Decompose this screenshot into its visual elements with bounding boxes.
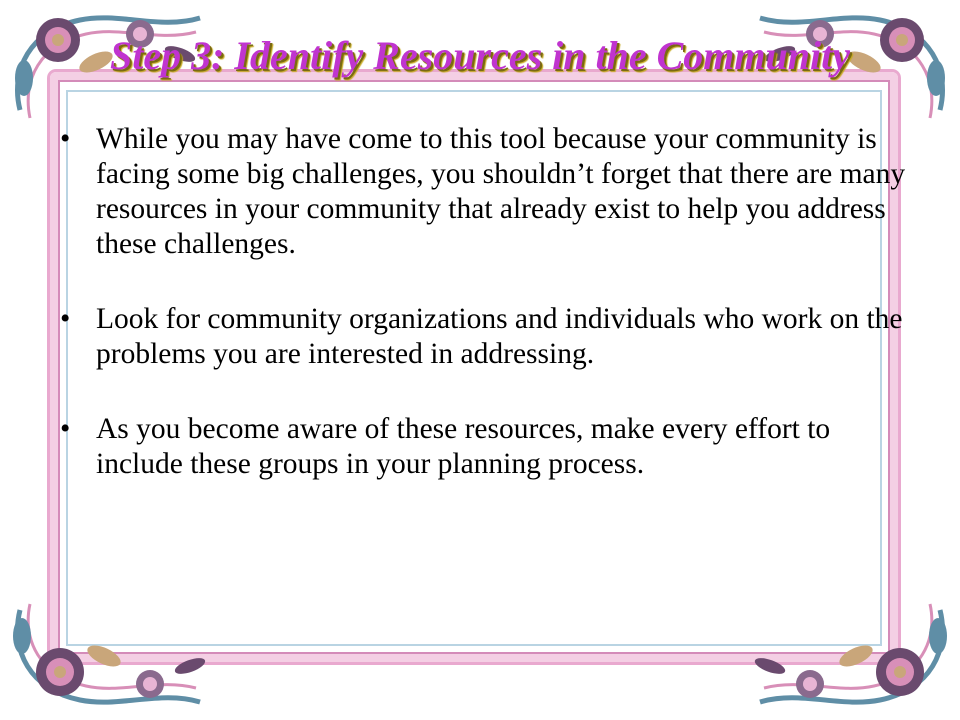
bullet-item: [60, 412, 910, 482]
bullet-dot-icon: •: [60, 413, 71, 445]
bullet-dot-icon: •: [60, 303, 71, 335]
slide-title: Step 3: Identify Resources in the Community: [109, 33, 851, 78]
bullet-list: [60, 122, 910, 482]
bullet-text: As you become aware of these resources, make every effort to include these groups in your planning process.: [96, 413, 831, 480]
bullet-text: Look for community organizations and individuals who work on the problems you are interested in addressing.: [96, 303, 903, 370]
bullet-dot-icon: •: [60, 123, 71, 155]
floral-corner-icon: [740, 600, 960, 720]
bullet-item: [60, 302, 910, 372]
bullet-text: While you may have come to this tool because your community is facing some big challenges, you shouldn’t forget that there are many resources in your community that already exist to help you address these challenges.: [96, 123, 906, 260]
bullet-item: [60, 122, 910, 262]
floral-corner-icon: [0, 600, 220, 720]
